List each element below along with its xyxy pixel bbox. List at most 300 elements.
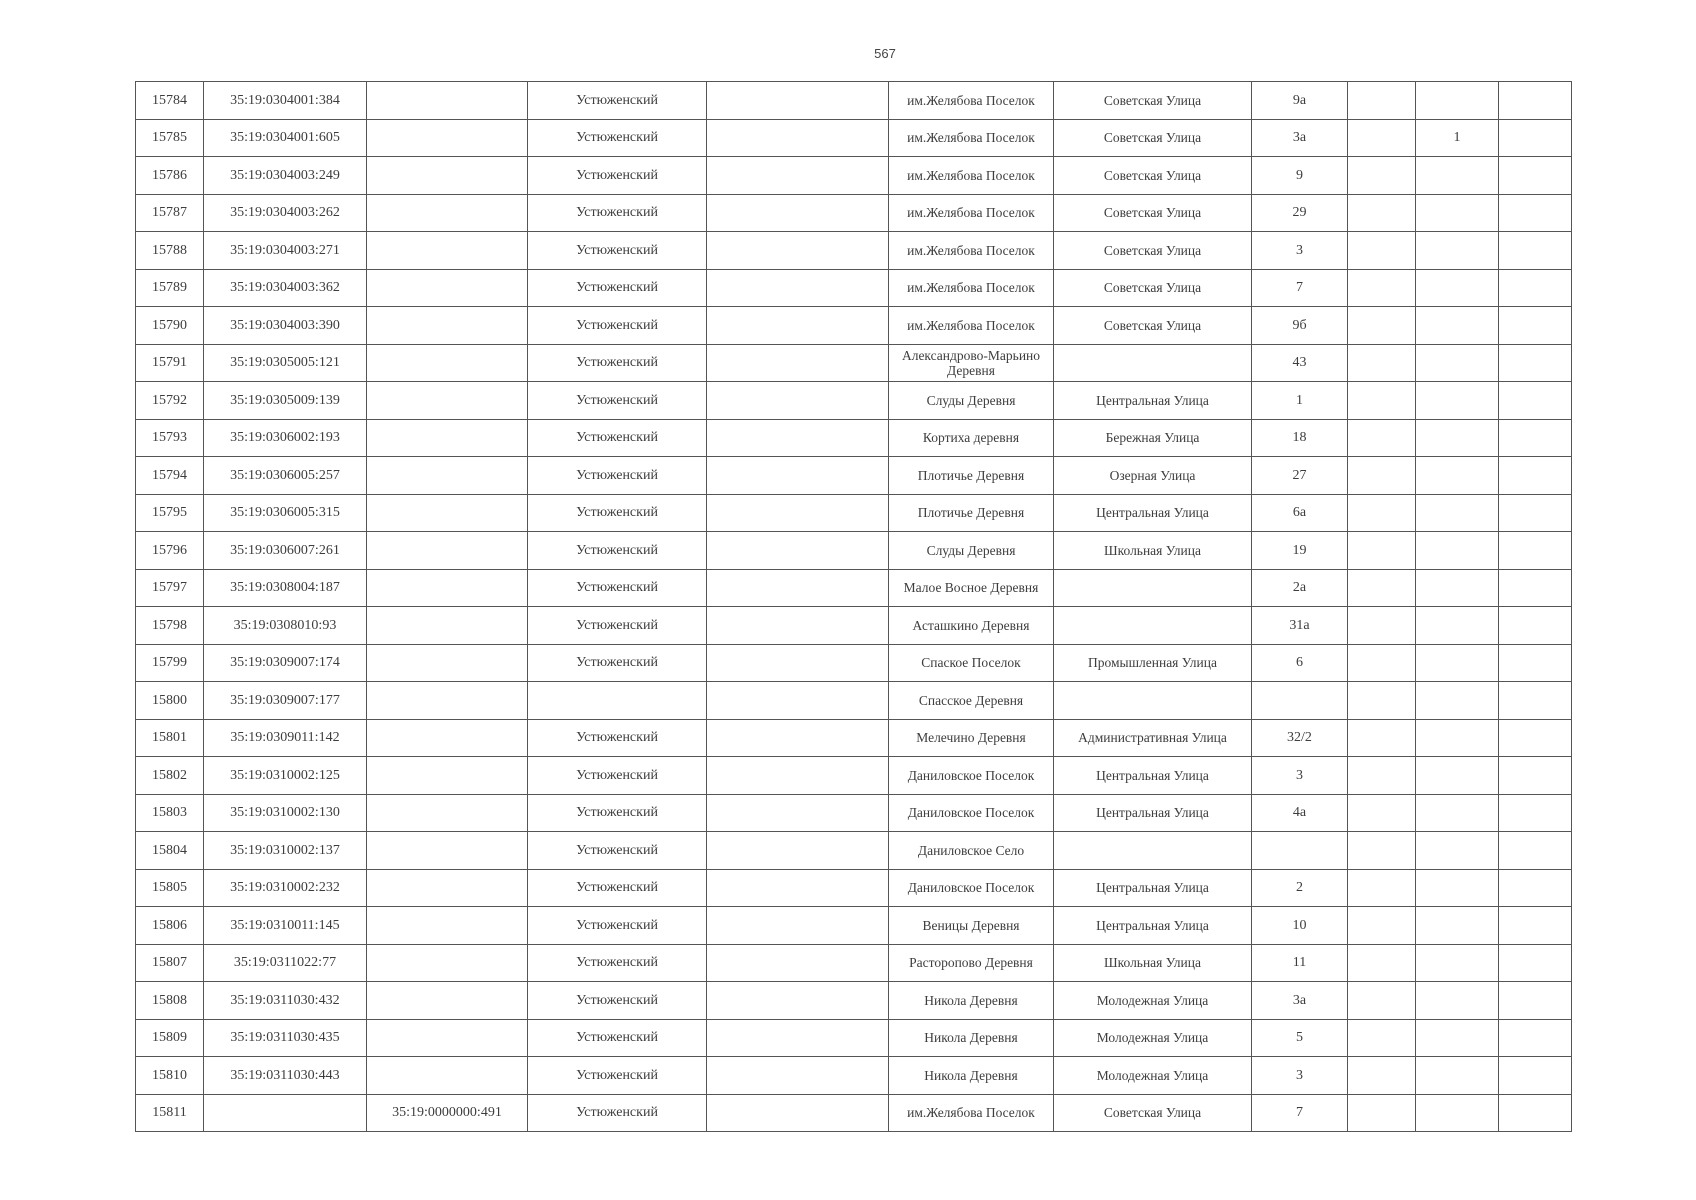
- building-cell: [1348, 569, 1416, 607]
- house-number-cell: 9б: [1252, 307, 1348, 345]
- cadastral-number-cell: [204, 1094, 367, 1132]
- apartment-cell: [1416, 307, 1499, 345]
- cadastral-number-cell: 35:19:0304003:362: [204, 269, 367, 307]
- apartment-cell: [1416, 532, 1499, 570]
- record-number-cell: 15789: [136, 269, 204, 307]
- table-row: [136, 757, 1572, 795]
- building-cell: [1348, 944, 1416, 982]
- room-cell: [1499, 419, 1572, 457]
- register-table: [135, 81, 1572, 1132]
- street-cell: Советская Улица: [1054, 157, 1252, 195]
- table-row: [136, 307, 1572, 345]
- table-row: [136, 457, 1572, 495]
- locality-cell: Слуды Деревня: [889, 532, 1054, 570]
- locality-cell: Даниловское Поселок: [889, 757, 1054, 795]
- apartment-cell: [1416, 157, 1499, 195]
- settlement-cell: [707, 682, 889, 720]
- locality-cell: им.Желябова Поселок: [889, 269, 1054, 307]
- street-cell: Молодежная Улица: [1054, 982, 1252, 1020]
- room-cell: [1499, 869, 1572, 907]
- alt-cadastral-number-cell: [367, 157, 528, 195]
- alt-cadastral-number-cell: [367, 644, 528, 682]
- settlement-cell: [707, 982, 889, 1020]
- building-cell: [1348, 1094, 1416, 1132]
- district-cell: Устюженский: [528, 194, 707, 232]
- cadastral-number-cell: 35:19:0311030:435: [204, 1019, 367, 1057]
- table-row: [136, 232, 1572, 270]
- table-row: [136, 982, 1572, 1020]
- house-number-cell: [1252, 682, 1348, 720]
- record-number-cell: 15790: [136, 307, 204, 345]
- room-cell: [1499, 82, 1572, 120]
- cadastral-number-cell: 35:19:0306002:193: [204, 419, 367, 457]
- cadastral-number-cell: 35:19:0311030:432: [204, 982, 367, 1020]
- building-cell: [1348, 307, 1416, 345]
- street-cell: Центральная Улица: [1054, 794, 1252, 832]
- alt-cadastral-number-cell: [367, 119, 528, 157]
- district-cell: Устюженский: [528, 82, 707, 120]
- alt-cadastral-number-cell: [367, 569, 528, 607]
- house-number-cell: 27: [1252, 457, 1348, 495]
- district-cell: Устюженский: [528, 269, 707, 307]
- apartment-cell: [1416, 1019, 1499, 1057]
- cadastral-number-cell: 35:19:0304003:262: [204, 194, 367, 232]
- building-cell: [1348, 344, 1416, 382]
- record-number-cell: 15792: [136, 382, 204, 420]
- street-cell: Центральная Улица: [1054, 907, 1252, 945]
- table-row: [136, 832, 1572, 870]
- district-cell: Устюженский: [528, 419, 707, 457]
- table-row: [136, 119, 1572, 157]
- room-cell: [1499, 794, 1572, 832]
- table-row: [136, 794, 1572, 832]
- table-row: [136, 569, 1572, 607]
- locality-cell: им.Желябова Поселок: [889, 232, 1054, 270]
- street-cell: [1054, 607, 1252, 645]
- house-number-cell: 2а: [1252, 569, 1348, 607]
- apartment-cell: [1416, 982, 1499, 1020]
- house-number-cell: 3: [1252, 757, 1348, 795]
- district-cell: Устюженский: [528, 832, 707, 870]
- building-cell: [1348, 1019, 1416, 1057]
- building-cell: [1348, 757, 1416, 795]
- locality-cell: Расторопово Деревня: [889, 944, 1054, 982]
- building-cell: [1348, 457, 1416, 495]
- settlement-cell: [707, 644, 889, 682]
- apartment-cell: [1416, 82, 1499, 120]
- building-cell: [1348, 682, 1416, 720]
- street-cell: Советская Улица: [1054, 269, 1252, 307]
- building-cell: [1348, 982, 1416, 1020]
- street-cell: Озерная Улица: [1054, 457, 1252, 495]
- locality-cell: Кортиха деревня: [889, 419, 1054, 457]
- room-cell: [1499, 569, 1572, 607]
- house-number-cell: 9: [1252, 157, 1348, 195]
- room-cell: [1499, 1019, 1572, 1057]
- settlement-cell: [707, 907, 889, 945]
- table-row: [136, 157, 1572, 195]
- room-cell: [1499, 457, 1572, 495]
- building-cell: [1348, 194, 1416, 232]
- apartment-cell: [1416, 607, 1499, 645]
- record-number-cell: 15804: [136, 832, 204, 870]
- record-number-cell: 15807: [136, 944, 204, 982]
- street-cell: Советская Улица: [1054, 232, 1252, 270]
- room-cell: [1499, 682, 1572, 720]
- settlement-cell: [707, 344, 889, 382]
- street-cell: [1054, 682, 1252, 720]
- table-row: [136, 944, 1572, 982]
- house-number-cell: 11: [1252, 944, 1348, 982]
- locality-cell: Даниловское Поселок: [889, 794, 1054, 832]
- cadastral-number-cell: 35:19:0304001:384: [204, 82, 367, 120]
- cadastral-number-cell: 35:19:0305009:139: [204, 382, 367, 420]
- building-cell: [1348, 382, 1416, 420]
- street-cell: Бережная Улица: [1054, 419, 1252, 457]
- table-row: [136, 719, 1572, 757]
- settlement-cell: [707, 944, 889, 982]
- alt-cadastral-number-cell: [367, 794, 528, 832]
- apartment-cell: 1: [1416, 119, 1499, 157]
- street-cell: Школьная Улица: [1054, 532, 1252, 570]
- record-number-cell: 15810: [136, 1057, 204, 1095]
- apartment-cell: [1416, 1057, 1499, 1095]
- district-cell: Устюженский: [528, 532, 707, 570]
- cadastral-number-cell: 35:19:0309007:174: [204, 644, 367, 682]
- apartment-cell: [1416, 194, 1499, 232]
- record-number-cell: 15787: [136, 194, 204, 232]
- record-number-cell: 15803: [136, 794, 204, 832]
- apartment-cell: [1416, 757, 1499, 795]
- settlement-cell: [707, 719, 889, 757]
- cadastral-number-cell: 35:19:0310002:137: [204, 832, 367, 870]
- alt-cadastral-number-cell: [367, 682, 528, 720]
- district-cell: Устюженский: [528, 1057, 707, 1095]
- house-number-cell: [1252, 832, 1348, 870]
- room-cell: [1499, 907, 1572, 945]
- apartment-cell: [1416, 719, 1499, 757]
- house-number-cell: 32/2: [1252, 719, 1348, 757]
- street-cell: Советская Улица: [1054, 307, 1252, 345]
- cadastral-number-cell: 35:19:0308010:93: [204, 607, 367, 645]
- house-number-cell: 3а: [1252, 119, 1348, 157]
- locality-cell: им.Желябова Поселок: [889, 119, 1054, 157]
- house-number-cell: 5: [1252, 1019, 1348, 1057]
- house-number-cell: 18: [1252, 419, 1348, 457]
- district-cell: Устюженский: [528, 944, 707, 982]
- cadastral-number-cell: 35:19:0306007:261: [204, 532, 367, 570]
- house-number-cell: 19: [1252, 532, 1348, 570]
- street-cell: [1054, 832, 1252, 870]
- district-cell: Устюженский: [528, 119, 707, 157]
- street-cell: Центральная Улица: [1054, 757, 1252, 795]
- building-cell: [1348, 157, 1416, 195]
- house-number-cell: 3а: [1252, 982, 1348, 1020]
- apartment-cell: [1416, 869, 1499, 907]
- record-number-cell: 15799: [136, 644, 204, 682]
- house-number-cell: 29: [1252, 194, 1348, 232]
- apartment-cell: [1416, 344, 1499, 382]
- record-number-cell: 15811: [136, 1094, 204, 1132]
- settlement-cell: [707, 1057, 889, 1095]
- settlement-cell: [707, 757, 889, 795]
- locality-cell: им.Желябова Поселок: [889, 157, 1054, 195]
- alt-cadastral-number-cell: 35:19:0000000:491: [367, 1094, 528, 1132]
- cadastral-number-cell: 35:19:0304003:249: [204, 157, 367, 195]
- district-cell: Устюженский: [528, 869, 707, 907]
- record-number-cell: 15794: [136, 457, 204, 495]
- settlement-cell: [707, 794, 889, 832]
- room-cell: [1499, 307, 1572, 345]
- cadastral-number-cell: 35:19:0310011:145: [204, 907, 367, 945]
- street-cell: [1054, 344, 1252, 382]
- settlement-cell: [707, 119, 889, 157]
- building-cell: [1348, 82, 1416, 120]
- cadastral-number-cell: 35:19:0304001:605: [204, 119, 367, 157]
- locality-cell: им.Желябова Поселок: [889, 82, 1054, 120]
- street-cell: Молодежная Улица: [1054, 1019, 1252, 1057]
- room-cell: [1499, 607, 1572, 645]
- street-cell: Центральная Улица: [1054, 869, 1252, 907]
- building-cell: [1348, 232, 1416, 270]
- house-number-cell: 1: [1252, 382, 1348, 420]
- alt-cadastral-number-cell: [367, 907, 528, 945]
- district-cell: Устюженский: [528, 607, 707, 645]
- building-cell: [1348, 644, 1416, 682]
- alt-cadastral-number-cell: [367, 82, 528, 120]
- room-cell: [1499, 532, 1572, 570]
- apartment-cell: [1416, 269, 1499, 307]
- cadastral-number-cell: 35:19:0311030:443: [204, 1057, 367, 1095]
- record-number-cell: 15784: [136, 82, 204, 120]
- building-cell: [1348, 832, 1416, 870]
- table-row: [136, 194, 1572, 232]
- building-cell: [1348, 419, 1416, 457]
- house-number-cell: 10: [1252, 907, 1348, 945]
- house-number-cell: 3: [1252, 1057, 1348, 1095]
- building-cell: [1348, 607, 1416, 645]
- record-number-cell: 15802: [136, 757, 204, 795]
- alt-cadastral-number-cell: [367, 194, 528, 232]
- apartment-cell: [1416, 832, 1499, 870]
- register-table-body: [136, 82, 1572, 1132]
- room-cell: [1499, 157, 1572, 195]
- district-cell: [528, 682, 707, 720]
- apartment-cell: [1416, 232, 1499, 270]
- alt-cadastral-number-cell: [367, 532, 528, 570]
- street-cell: Молодежная Улица: [1054, 1057, 1252, 1095]
- locality-cell: Плотичье Деревня: [889, 457, 1054, 495]
- locality-cell: Малое Восное Деревня: [889, 569, 1054, 607]
- locality-cell: Слуды Деревня: [889, 382, 1054, 420]
- street-cell: Советская Улица: [1054, 1094, 1252, 1132]
- street-cell: Советская Улица: [1054, 194, 1252, 232]
- record-number-cell: 15801: [136, 719, 204, 757]
- house-number-cell: 2: [1252, 869, 1348, 907]
- settlement-cell: [707, 269, 889, 307]
- settlement-cell: [707, 194, 889, 232]
- house-number-cell: 6а: [1252, 494, 1348, 532]
- district-cell: Устюженский: [528, 644, 707, 682]
- alt-cadastral-number-cell: [367, 232, 528, 270]
- district-cell: Устюженский: [528, 907, 707, 945]
- cadastral-number-cell: 35:19:0305005:121: [204, 344, 367, 382]
- locality-cell: Спаское Поселок: [889, 644, 1054, 682]
- record-number-cell: 15806: [136, 907, 204, 945]
- locality-cell: Никола Деревня: [889, 982, 1054, 1020]
- district-cell: Устюженский: [528, 232, 707, 270]
- cadastral-number-cell: 35:19:0310002:125: [204, 757, 367, 795]
- locality-cell: Спасское Деревня: [889, 682, 1054, 720]
- apartment-cell: [1416, 569, 1499, 607]
- record-number-cell: 15786: [136, 157, 204, 195]
- apartment-cell: [1416, 419, 1499, 457]
- building-cell: [1348, 719, 1416, 757]
- district-cell: Устюженский: [528, 344, 707, 382]
- record-number-cell: 15796: [136, 532, 204, 570]
- record-number-cell: 15791: [136, 344, 204, 382]
- room-cell: [1499, 757, 1572, 795]
- cadastral-number-cell: 35:19:0304003:271: [204, 232, 367, 270]
- settlement-cell: [707, 869, 889, 907]
- alt-cadastral-number-cell: [367, 494, 528, 532]
- building-cell: [1348, 269, 1416, 307]
- table-row: [136, 644, 1572, 682]
- apartment-cell: [1416, 1094, 1499, 1132]
- settlement-cell: [707, 569, 889, 607]
- district-cell: Устюженский: [528, 982, 707, 1020]
- room-cell: [1499, 982, 1572, 1020]
- street-cell: Центральная Улица: [1054, 494, 1252, 532]
- district-cell: Устюженский: [528, 157, 707, 195]
- table-row: [136, 419, 1572, 457]
- alt-cadastral-number-cell: [367, 869, 528, 907]
- apartment-cell: [1416, 907, 1499, 945]
- building-cell: [1348, 869, 1416, 907]
- record-number-cell: 15788: [136, 232, 204, 270]
- record-number-cell: 15809: [136, 1019, 204, 1057]
- apartment-cell: [1416, 457, 1499, 495]
- street-cell: Советская Улица: [1054, 82, 1252, 120]
- table-row: [136, 269, 1572, 307]
- cadastral-number-cell: 35:19:0310002:130: [204, 794, 367, 832]
- table-row: [136, 869, 1572, 907]
- locality-cell: Александрово-Марьино Деревня: [889, 344, 1054, 382]
- locality-cell: Мелечино Деревня: [889, 719, 1054, 757]
- locality-cell: им.Желябова Поселок: [889, 1094, 1054, 1132]
- settlement-cell: [707, 607, 889, 645]
- record-number-cell: 15797: [136, 569, 204, 607]
- settlement-cell: [707, 157, 889, 195]
- settlement-cell: [707, 82, 889, 120]
- apartment-cell: [1416, 494, 1499, 532]
- apartment-cell: [1416, 794, 1499, 832]
- alt-cadastral-number-cell: [367, 1019, 528, 1057]
- house-number-cell: 6: [1252, 644, 1348, 682]
- district-cell: Устюженский: [528, 794, 707, 832]
- building-cell: [1348, 794, 1416, 832]
- cadastral-number-cell: 35:19:0304003:390: [204, 307, 367, 345]
- room-cell: [1499, 944, 1572, 982]
- table-row: [136, 1094, 1572, 1132]
- settlement-cell: [707, 307, 889, 345]
- alt-cadastral-number-cell: [367, 944, 528, 982]
- locality-cell: им.Желябова Поселок: [889, 307, 1054, 345]
- room-cell: [1499, 644, 1572, 682]
- table-row: [136, 494, 1572, 532]
- apartment-cell: [1416, 382, 1499, 420]
- building-cell: [1348, 119, 1416, 157]
- locality-cell: Плотичье Деревня: [889, 494, 1054, 532]
- district-cell: Устюженский: [528, 757, 707, 795]
- house-number-cell: 7: [1252, 1094, 1348, 1132]
- record-number-cell: 15808: [136, 982, 204, 1020]
- house-number-cell: 9а: [1252, 82, 1348, 120]
- locality-cell: Никола Деревня: [889, 1057, 1054, 1095]
- locality-cell: им.Желябова Поселок: [889, 194, 1054, 232]
- house-number-cell: 4а: [1252, 794, 1348, 832]
- district-cell: Устюженский: [528, 569, 707, 607]
- alt-cadastral-number-cell: [367, 719, 528, 757]
- table-row: [136, 82, 1572, 120]
- table-row: [136, 907, 1572, 945]
- building-cell: [1348, 1057, 1416, 1095]
- locality-cell: Даниловское Село: [889, 832, 1054, 870]
- record-number-cell: 15795: [136, 494, 204, 532]
- district-cell: Устюженский: [528, 1094, 707, 1132]
- district-cell: Устюженский: [528, 307, 707, 345]
- locality-cell: Никола Деревня: [889, 1019, 1054, 1057]
- locality-cell: Веницы Деревня: [889, 907, 1054, 945]
- record-number-cell: 15798: [136, 607, 204, 645]
- building-cell: [1348, 494, 1416, 532]
- record-number-cell: 15805: [136, 869, 204, 907]
- house-number-cell: 7: [1252, 269, 1348, 307]
- table-row: [136, 344, 1572, 382]
- page-number: 567: [874, 46, 896, 61]
- alt-cadastral-number-cell: [367, 269, 528, 307]
- settlement-cell: [707, 832, 889, 870]
- alt-cadastral-number-cell: [367, 757, 528, 795]
- settlement-cell: [707, 419, 889, 457]
- street-cell: Советская Улица: [1054, 119, 1252, 157]
- district-cell: Устюженский: [528, 457, 707, 495]
- room-cell: [1499, 494, 1572, 532]
- street-cell: Промышленная Улица: [1054, 644, 1252, 682]
- house-number-cell: 43: [1252, 344, 1348, 382]
- building-cell: [1348, 532, 1416, 570]
- settlement-cell: [707, 1094, 889, 1132]
- settlement-cell: [707, 532, 889, 570]
- room-cell: [1499, 344, 1572, 382]
- settlement-cell: [707, 232, 889, 270]
- record-number-cell: 15800: [136, 682, 204, 720]
- alt-cadastral-number-cell: [367, 307, 528, 345]
- district-cell: Устюженский: [528, 719, 707, 757]
- settlement-cell: [707, 382, 889, 420]
- locality-cell: Асташкино Деревня: [889, 607, 1054, 645]
- street-cell: [1054, 569, 1252, 607]
- table-row: [136, 382, 1572, 420]
- alt-cadastral-number-cell: [367, 607, 528, 645]
- room-cell: [1499, 1094, 1572, 1132]
- record-number-cell: 15793: [136, 419, 204, 457]
- cadastral-number-cell: 35:19:0308004:187: [204, 569, 367, 607]
- settlement-cell: [707, 1019, 889, 1057]
- room-cell: [1499, 1057, 1572, 1095]
- apartment-cell: [1416, 644, 1499, 682]
- alt-cadastral-number-cell: [367, 982, 528, 1020]
